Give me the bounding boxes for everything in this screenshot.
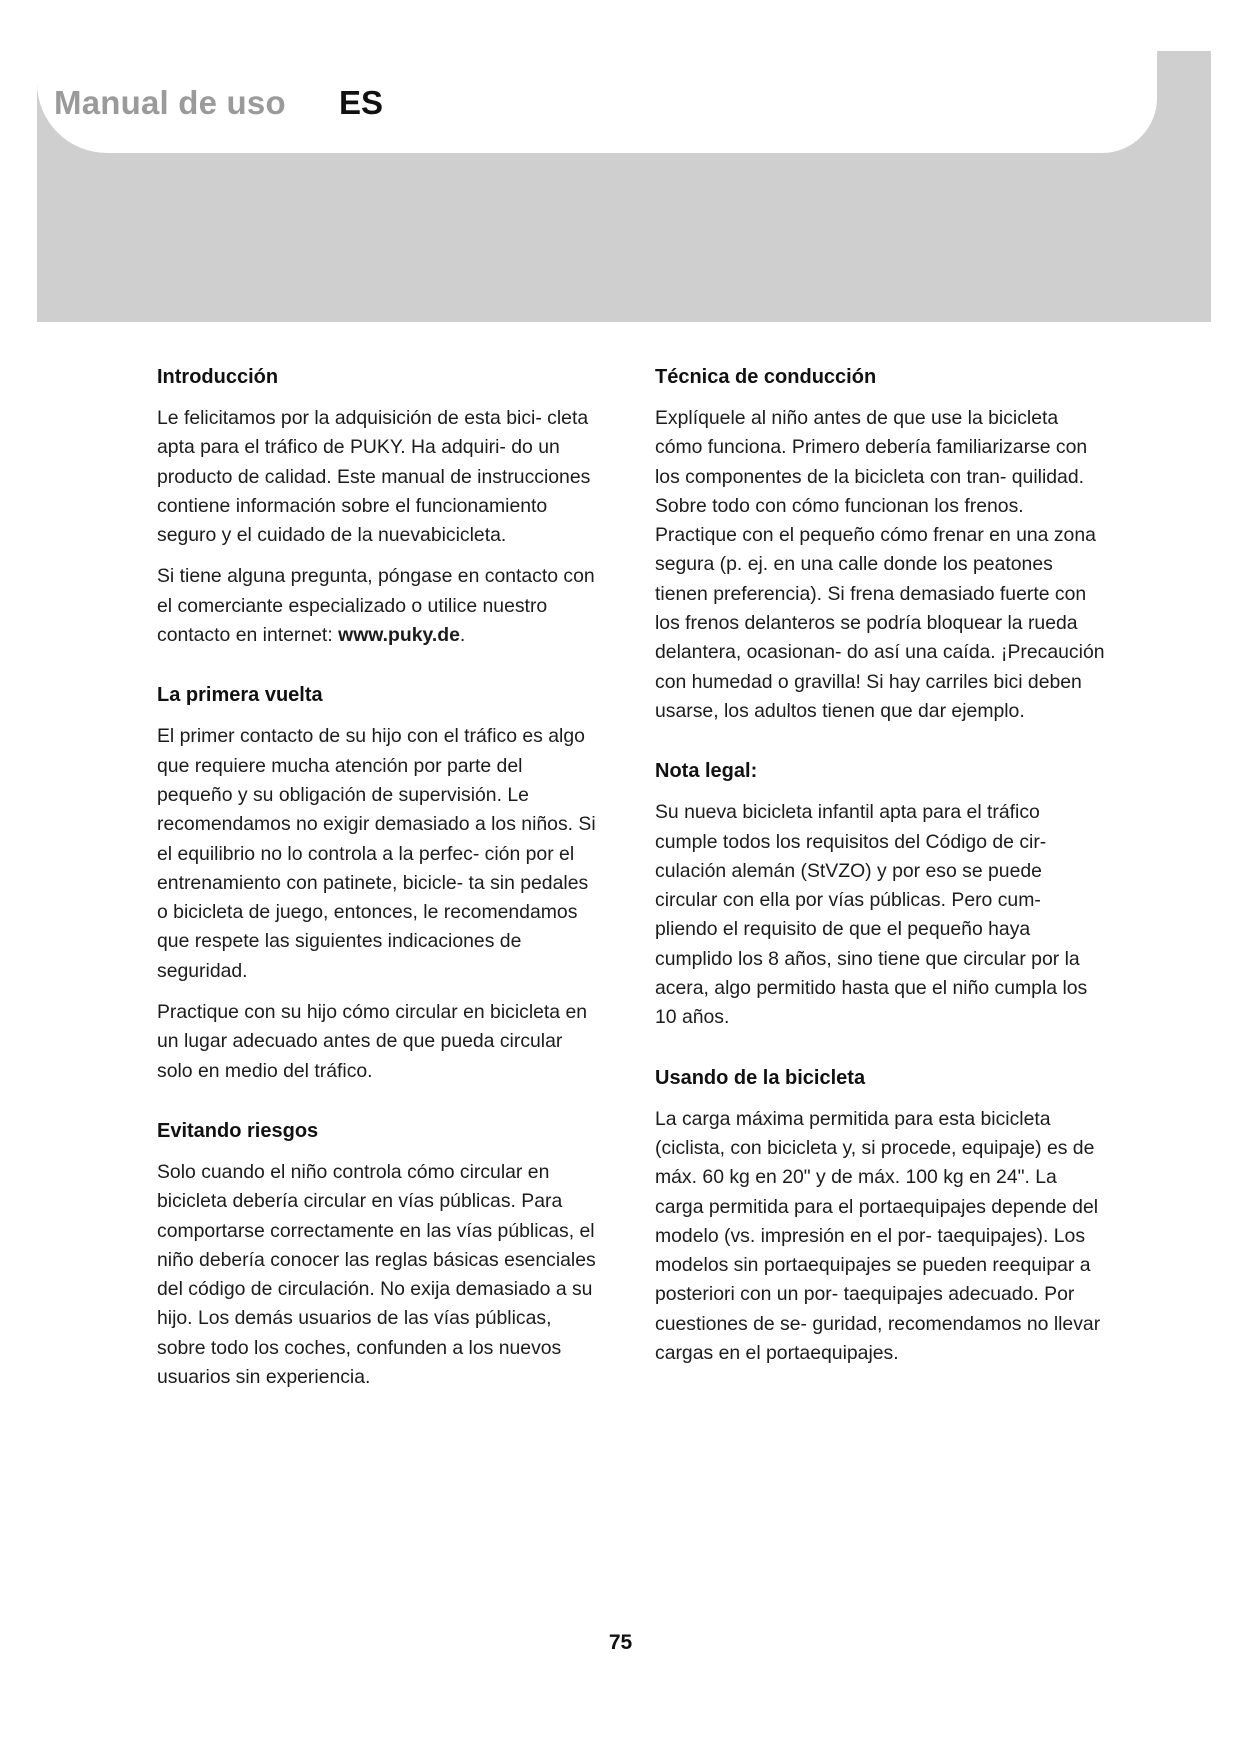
paragraph: Solo cuando el niño controla cómo circular en bicicleta debería circular en vías públicas. Para comportarse correctamente en las vías públicas, el niño debería conocer las reglas básicas esenciales del código de circulación. No exija demasiado a su hijo. Los demás usuarios de las vías públicas, sobre todo los coches, confunden a los nuevos usuarios sin experiencia. [157,1160,596,1389]
heading-evitando-riesgos: Evitando riesgos [157,1119,319,1142]
manual-title: Manual de uso [54,84,286,121]
paragraph: Practique con su hijo cómo circular en bicicleta en un lugar adecuado antes de que pueda circular solo en medio del tráfico. [157,1001,588,1082]
section-primera-vuelta [157,680,602,1086]
paragraph: El primer contacto de su hijo con el tráfico es algo que requiere mucha atención por parte del pequeño y su obligación de supervisión. Le recomendamos no exigir demasiado a los niños. Si el equilibrio no lo controla a la perfec- ción por el entrenamiento con patinete, bicicle- ta sin pedales o bicicleta de juego, entonces, le recomendamos que respete las siguientes indicaciones de seguridad. [157,725,596,982]
language-code: ES [339,84,384,121]
page-number: 75 [608,1631,633,1654]
heading-primera-vuelta: La primera vuelta [157,684,323,707]
section-tecnica [655,362,1105,726]
right-column [655,362,1105,1380]
paragraph: La carga máxima permitida para esta bicicleta (ciclista, con bicicleta y, si procede, equipaje) es de máx. 60 kg en 20" y de máx. 100 kg en 24". La carga permitida para el portaequipajes depende del modelo (vs. impresión en el por- taequipajes). Los modelos sin portaequipajes se pueden reequipar a posteriori con un por- taequipajes adecuado. Por cuestiones de se- guridad, recomendamos no llevar cargas en el portaequipajes. [655,1107,1101,1365]
paragraph-contact: Si tiene alguna pregunta, póngase en contacto con el comerciante especializado o utilice nuestro contacto en internet: www.puky.de. [157,565,595,647]
section-evitando-riesgos [157,1116,602,1392]
paragraph: Le felicitamos por la adquisición de esta bici- cleta apta para el tráfico de PUKY. Ha adquiri- do un producto de calidad. Este manual de instrucciones contiene información sobre el funcionamiento seguro y el cuidado de la nuevabicicleta. [157,407,591,547]
heading-tecnica: Técnica de conducción [655,366,877,388]
left-column [157,362,602,1404]
website-link[interactable]: www.puky.de [338,624,460,647]
heading-nota-legal: Nota legal: [655,760,758,783]
heading-introduccion: Introducción [157,366,279,388]
section-introduccion [157,362,602,650]
section-nota-legal [655,756,1105,1032]
heading-usando: Usando de la bicicleta [655,1066,866,1089]
paragraph: Explíquele al niño antes de que use la bicicleta cómo funciona. Primero debería familiarizarse con los componentes de la bicicleta con tran- quilidad. Sobre todo con cómo funcionan los frenos. Practique con el pequeño cómo frenar en una zona segura (p. ej. en una calle donde los peatones tienen preferencia). Si frena demasiado fuerte con los frenos delanteros se podría bloquear la rueda delantera, ocasionan- do así una caída. ¡Precaución con humedad o gravilla! Si hay carriles bici deben usarse, los adultos tienen que dar ejemplo. [655,407,1105,722]
paragraph: Su nueva bicicleta infantil apta para el tráfico cumple todos los requisitos del Código de cir- culación alemán (StVZO) y por eso se puede circular con ella por vías públicas. Pero cum- pliendo el requisito de que el pequeño haya cumplido los 8 años, sino tiene que circular por la acera, algo permitido hasta que el niño cumpla los 10 años. [655,801,1088,1029]
section-usando [655,1063,1105,1369]
